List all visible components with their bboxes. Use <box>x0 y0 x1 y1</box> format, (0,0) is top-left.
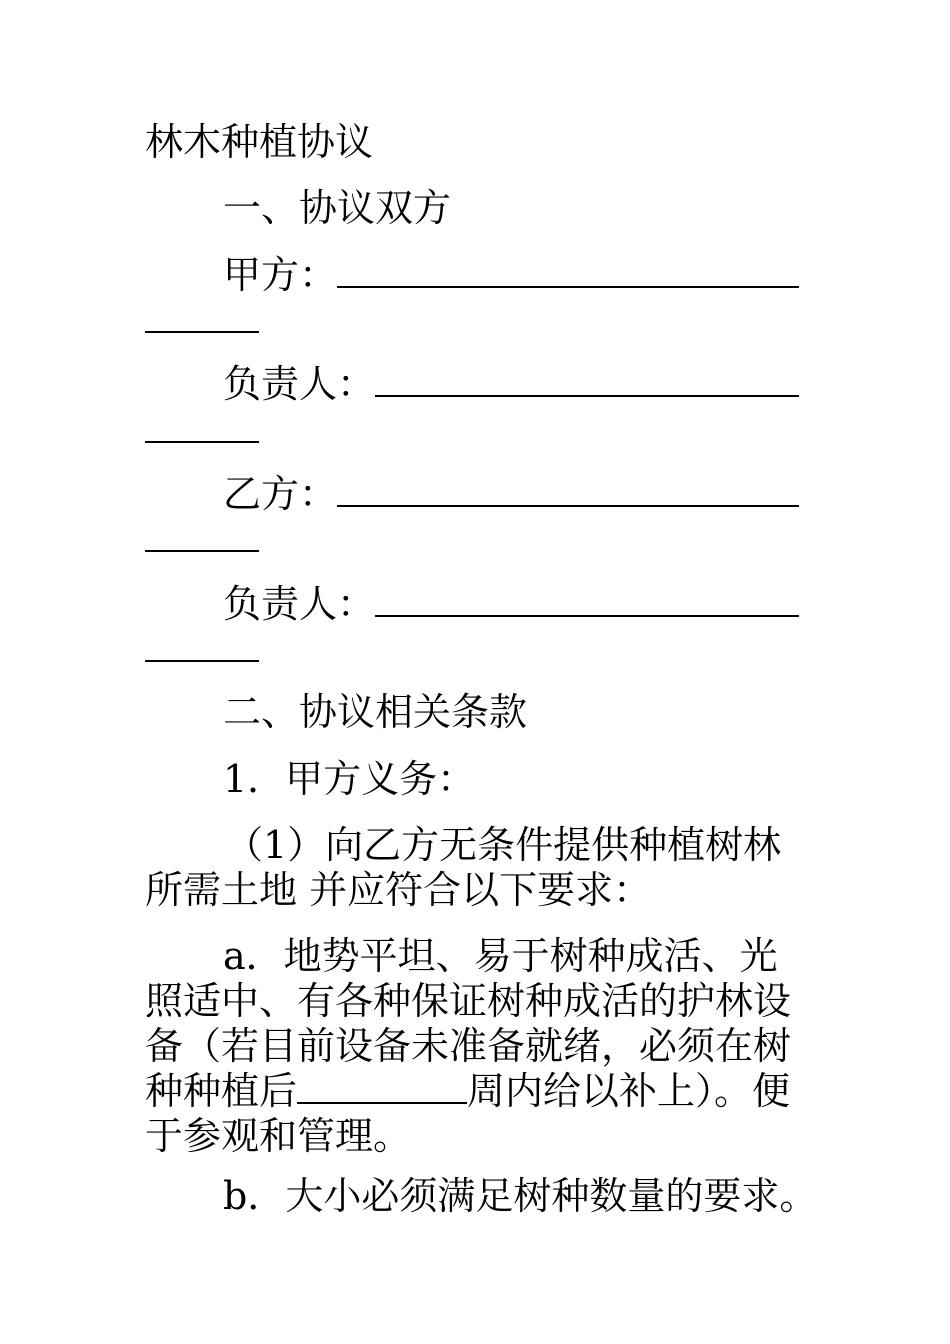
clause-1-heading: 1．甲方义务： <box>223 757 476 801</box>
weeks-blank[interactable] <box>297 1074 467 1104</box>
party-b-blank-continuation[interactable] <box>145 550 259 552</box>
party-a-label: 甲方： <box>223 253 338 297</box>
clause-1-item-b: b．大小必须满足树种数量的要求。 <box>223 1174 818 1218</box>
party-b-manager-row <box>223 582 799 626</box>
section-heading-terms: 二、协议相关条款 <box>223 690 528 734</box>
document-title: 林木种植协议 <box>145 120 374 164</box>
party-b-label: 乙方： <box>223 472 338 516</box>
party-b-manager-blank-continuation[interactable] <box>145 660 259 662</box>
party-a-manager-label: 负责人： <box>223 362 376 406</box>
clause-1-item-1: （1）向乙方无条件提供种植树林所需土地 并应符合以下要求： <box>145 823 782 912</box>
item-a-text-2: 周内给以补上）。便于参观和管理。 <box>145 1069 791 1158</box>
party-a-blank[interactable] <box>337 256 799 288</box>
party-a-manager-row <box>223 362 799 406</box>
party-a-blank-continuation[interactable] <box>145 331 259 333</box>
party-b-manager-blank[interactable] <box>375 585 799 617</box>
party-a-row <box>223 253 799 297</box>
clause-1-item-a <box>145 934 797 1159</box>
party-b-blank[interactable] <box>337 475 799 507</box>
party-a-manager-blank-continuation[interactable] <box>145 441 259 443</box>
party-b-manager-label: 负责人： <box>223 582 376 626</box>
party-a-manager-blank[interactable] <box>375 365 799 397</box>
item-a-text-1: a．地势平坦、易于树种成活、光照适中、有各种保证树种成活的护林设备（若目前设备未准备就绪，必须在树种种植后 <box>145 934 792 1113</box>
party-b-row <box>223 472 799 516</box>
section-heading-parties: 一、协议双方 <box>223 186 452 230</box>
